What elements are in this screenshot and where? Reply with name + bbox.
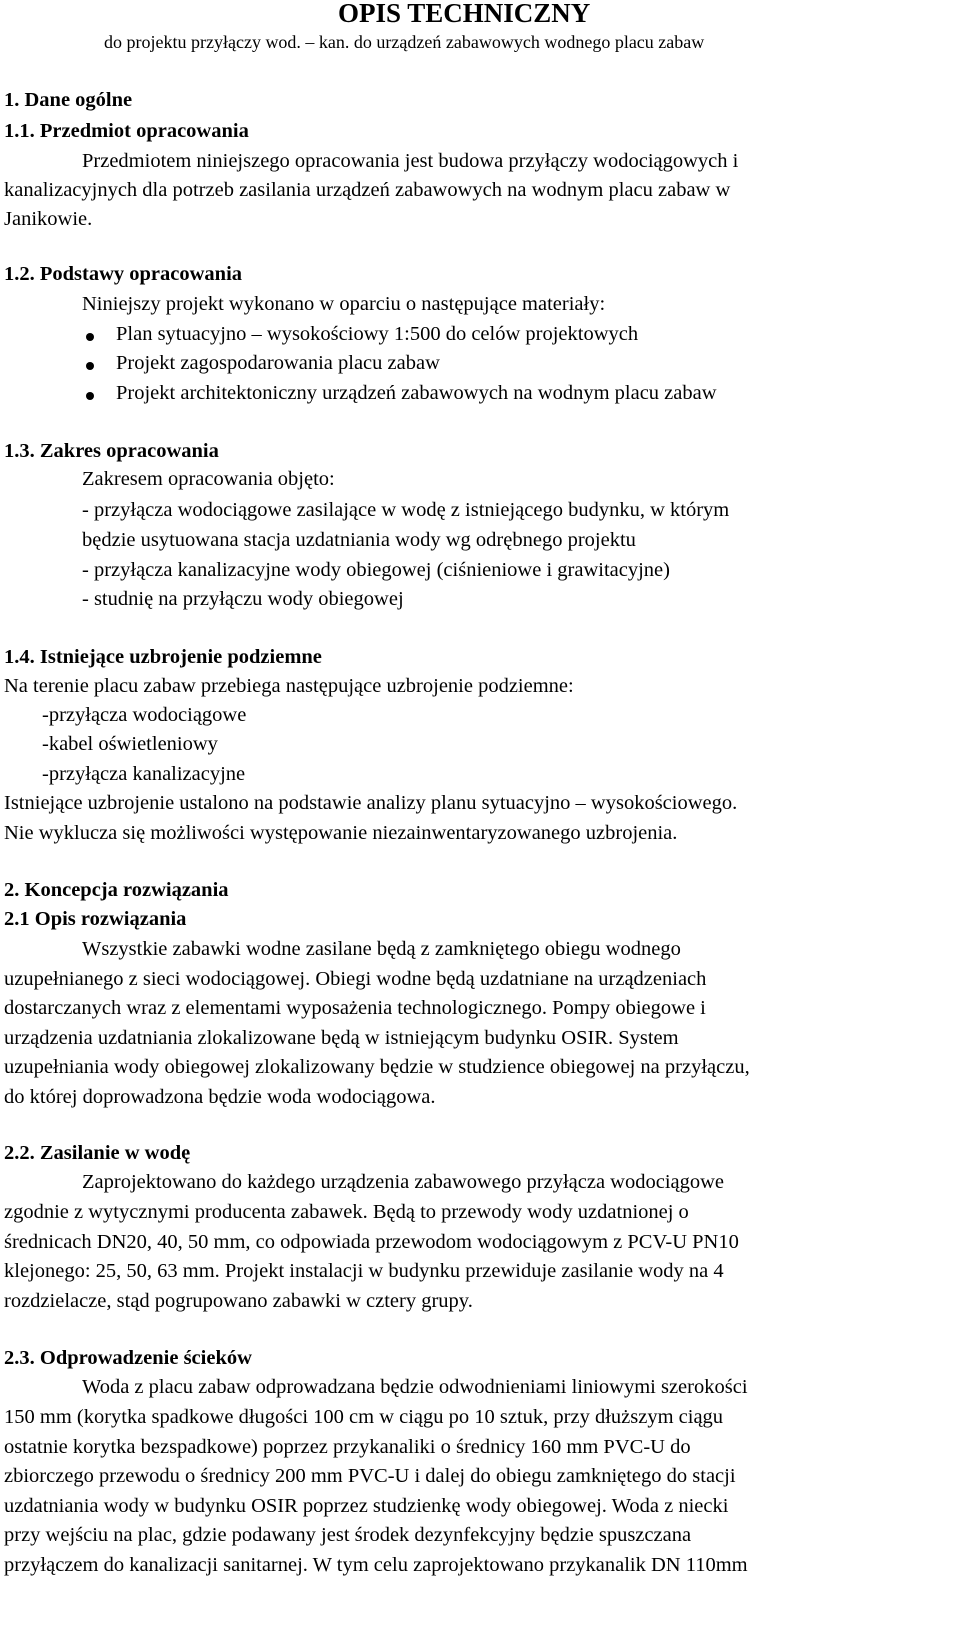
document-subtitle: do projektu przyłączy wod. – kan. do urządzeń zabawowych wodnego placu zabaw [104, 32, 705, 52]
section-2-heading: 2. Koncepcja rozwiązania [4, 879, 229, 901]
section-1-heading: 1. Dane ogólne [4, 89, 133, 111]
paragraph-line: ostatnie korytka bezspadkowe) poprzez przykanaliki o średnicy 160 mm PVC-U do [4, 1436, 691, 1458]
paragraph-line: dostarczanych wraz z elementami wyposażenia technologicznego. Pompy obiegowe i [4, 997, 706, 1019]
section-2-3-heading: 2.3. Odprowadzenie ścieków [4, 1347, 252, 1369]
paragraph-line: uzdatniania wody w budynku OSIR poprzez studzienkę wody obiegowej. Woda z niecki [4, 1495, 729, 1517]
paragraph-line: Przedmiotem niniejszego opracowania jest budowa przyłączy wodociągowych i [82, 150, 739, 172]
bullet-item: Projekt zagospodarowania placu zabaw [116, 352, 440, 374]
bullet-icon [86, 362, 94, 370]
paragraph-line: - przyłącza kanalizacyjne wody obiegowej (ciśnieniowe i grawitacyjne) [82, 559, 670, 581]
bullet-icon [86, 333, 94, 341]
list-item: -przyłącza wodociągowe [42, 704, 247, 726]
section-1-2-heading: 1.2. Podstawy opracowania [4, 263, 243, 285]
bullet-item: Projekt architektoniczny urządzeń zabawowych na wodnym placu zabaw [116, 382, 717, 404]
paragraph-line: 150 mm (korytka spadkowe długości 100 cm w ciągu po 10 sztuk, przy dłuższym ciągu [4, 1406, 724, 1428]
section-1-4-heading: 1.4. Istniejące uzbrojenie podziemne [4, 646, 322, 668]
paragraph-line: Niniejszy projekt wykonano w oparciu o następujące materiały: [82, 293, 606, 315]
paragraph-line: Nie wyklucza się możliwości występowanie niezainwentaryzowanego uzbrojenia. [4, 822, 678, 844]
paragraph-line: - przyłącza wodociągowe zasilające w wodę z istniejącego budynku, w którym [82, 499, 730, 521]
paragraph-line: uzupełniania wody obiegowej zlokalizowany będzie w studzience obiegowej na przyłączu, [4, 1056, 750, 1078]
paragraph-line: Janikowie. [4, 208, 93, 230]
paragraph-line: Zakresem opracowania objęto: [82, 468, 335, 490]
list-item: -przyłącza kanalizacyjne [42, 763, 246, 785]
section-1-1-heading: 1.1. Przedmiot opracowania [4, 120, 249, 142]
bullet-item: Plan sytuacyjno – wysokościowy 1:500 do celów projektowych [116, 323, 639, 345]
paragraph-line: będzie usytuowana stacja uzdatniania wody wg odrębnego projektu [82, 529, 636, 551]
paragraph-line: Wszystkie zabawki wodne zasilane będą z zamkniętego obiegu wodnego [82, 938, 681, 960]
paragraph-line: Istniejące uzbrojenie ustalono na podstawie analizy planu sytuacyjno – wysokościowego. [4, 792, 738, 814]
document-title: OPIS TECHNICZNY [338, 0, 591, 28]
paragraph-line: przyłączem do kanalizacji sanitarnej. W tym celu zaprojektowano przykanalik DN 110mm [4, 1554, 748, 1576]
paragraph-line: zbiorczego przewodu o średnicy 200 mm PVC-U i dalej do obiegu zamkniętego do stacji [4, 1465, 736, 1487]
paragraph-line: zgodnie z wytycznymi producenta zabawek. Będą to przewody wody uzdatnionej o [4, 1201, 689, 1223]
section-2-2-heading: 2.2. Zasilanie w wodę [4, 1142, 191, 1164]
paragraph-line: klejonego: 25, 50, 63 mm. Projekt instalacji w budynku przewiduje zasilanie wody na 4 [4, 1260, 724, 1282]
paragraph-line: przy wejściu na plac, gdzie podawany jest środek dezynfekcyjny będzie spuszczana [4, 1524, 692, 1546]
paragraph-line: urządzenia uzdatniania zlokalizowane będą w istniejącym budynku OSIR. System [4, 1027, 679, 1049]
paragraph-line: Woda z placu zabaw odprowadzana będzie odwodnieniami liniowymi szerokości [82, 1376, 748, 1398]
paragraph-line: kanalizacyjnych dla potrzeb zasilania urządzeń zabawowych na wodnym placu zabaw w [4, 179, 731, 201]
paragraph-line: uzupełnianego z sieci wodociągowej. Obiegi wodne będą uzdatniane na urządzeniach [4, 968, 707, 990]
section-2-1-heading: 2.1 Opis rozwiązania [4, 908, 187, 930]
section-1-3-heading: 1.3. Zakres opracowania [4, 440, 219, 462]
paragraph-line: do której doprowadzona będzie woda wodociągowa. [4, 1086, 436, 1108]
paragraph-line: Zaprojektowano do każdego urządzenia zabawowego przyłącza wodociągowe [82, 1171, 725, 1193]
paragraph-line: Na terenie placu zabaw przebiega następujące uzbrojenie podziemne: [4, 675, 574, 697]
paragraph-line: średnicach DN20, 40, 50 mm, co odpowiada przewodom wodociągowym z PCV-U PN10 [4, 1231, 739, 1253]
paragraph-line: - studnię na przyłączu wody obiegowej [82, 588, 404, 610]
paragraph-line: rozdzielacze, stąd pogrupowano zabawki w cztery grupy. [4, 1290, 473, 1312]
bullet-icon [86, 392, 94, 400]
list-item: -kabel oświetleniowy [42, 733, 218, 755]
